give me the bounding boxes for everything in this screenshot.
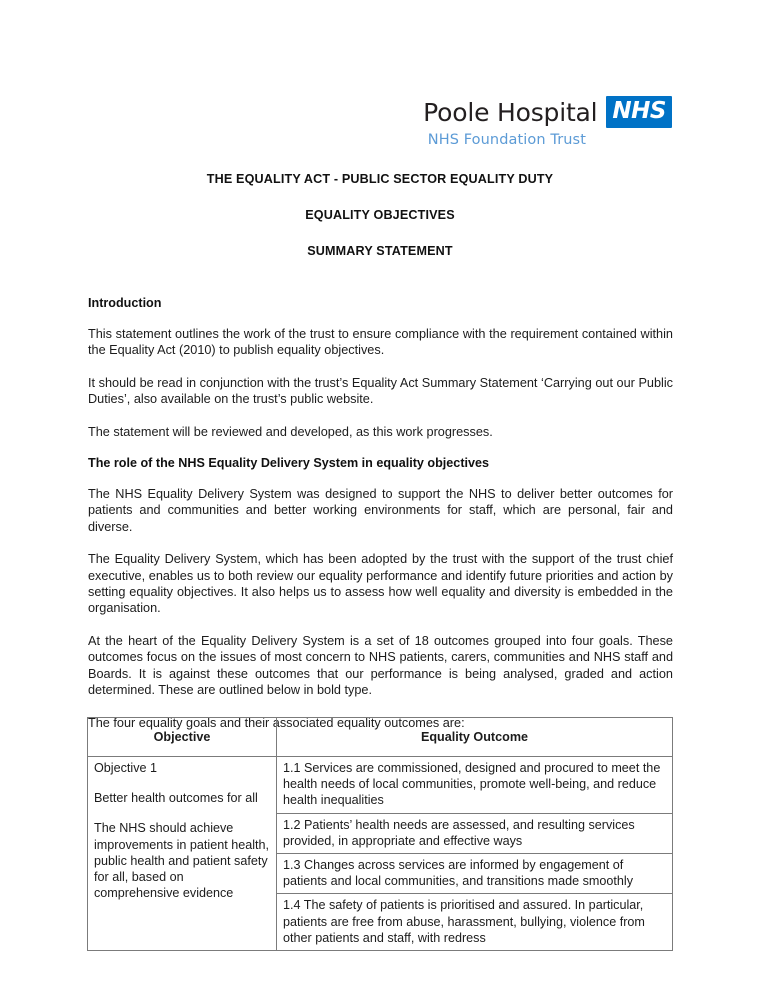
page-subtitle-1: EQUALITY OBJECTIVES <box>305 208 455 222</box>
letterhead <box>0 96 672 148</box>
objective-description: The NHS should achieve improvements in patient health, public health and patient safety for all, based on comprehensive evidence <box>94 821 270 901</box>
equality-goals-table-wrapper <box>87 717 672 951</box>
foundation-trust-subtitle: NHS Foundation Trust <box>427 132 586 148</box>
eds-paragraph-2: The Equality Delivery System, which has been adopted by the trust with the support of the trust chief executive, enables us to both review our equality performance and identify future priorities and action by setting equality objectives. It also helps us to assess how well equality and diversity is embedded in the organisation. <box>88 552 673 616</box>
objective-title: Better health outcomes for all <box>94 791 258 806</box>
outcome-cell: 1.1 Services are commissioned, designed and procured to meet the health needs of local communities, promote well-being, and reduce health inequalities <box>277 757 673 814</box>
outcome-cell: 1.4 The safety of patients is prioritised and assured. In particular, patients are free from abuse, harassment, bullying, violence from other patients and staff, with redress <box>277 894 673 951</box>
objective-cell <box>88 757 277 951</box>
document-title-block <box>88 172 672 258</box>
trust-logo <box>423 96 672 128</box>
nhs-logo-icon: NHS <box>606 96 672 128</box>
intro-paragraph-1: This statement outlines the work of the trust to ensure compliance with the requirement contained within the Equality Act (2010) to publish equality objectives. <box>88 327 673 358</box>
trust-name-wordmark: Poole Hospital <box>423 97 598 127</box>
document-body <box>88 296 673 731</box>
column-header-equality-outcome: Equality Outcome <box>277 718 673 757</box>
outcome-cell: 1.3 Changes across services are informed by engagement of patients and local communities, and transitions made smoothly <box>277 854 673 894</box>
equality-goals-table <box>87 717 673 951</box>
page-subtitle-2: SUMMARY STATEMENT <box>307 244 453 258</box>
column-header-objective: Objective <box>88 718 277 757</box>
objective-number: Objective 1 <box>94 761 157 775</box>
section-heading-introduction: Introduction <box>88 296 162 310</box>
eds-paragraph-3: At the heart of the Equality Delivery System is a set of 18 outcomes grouped into four goals. These outcomes focus on the issues of most concern to NHS patients, carers, communities and NHS staff and Boards. It is against these outcomes that our performance is being analysed, graded and action determined. These are outlined below in bold type. <box>88 633 673 698</box>
outcome-cell: 1.2 Patients’ health needs are assessed, and resulting services provided, in appropriate and effective ways <box>277 813 673 853</box>
intro-paragraph-2: It should be read in conjunction with the trust’s Equality Act Summary Statement ‘Carrying out our Public Duties’, also available on the trust’s public website. <box>88 375 673 407</box>
page-title: THE EQUALITY ACT - PUBLIC SECTOR EQUALITY DUTY <box>206 172 554 186</box>
table-row <box>88 757 673 814</box>
eds-paragraph-4: The four equality goals and their associated equality outcomes are: <box>88 715 465 730</box>
eds-paragraph-1: The NHS Equality Delivery System was designed to support the NHS to deliver better outcomes for patients and communities and better working environments for staff, which are personal, fair and diverse. <box>88 487 673 534</box>
section-heading-eds-role: The role of the NHS Equality Delivery System in equality objectives <box>88 456 490 471</box>
intro-paragraph-3: The statement will be reviewed and developed, as this work progresses. <box>88 424 493 439</box>
table-header-row <box>88 718 673 757</box>
